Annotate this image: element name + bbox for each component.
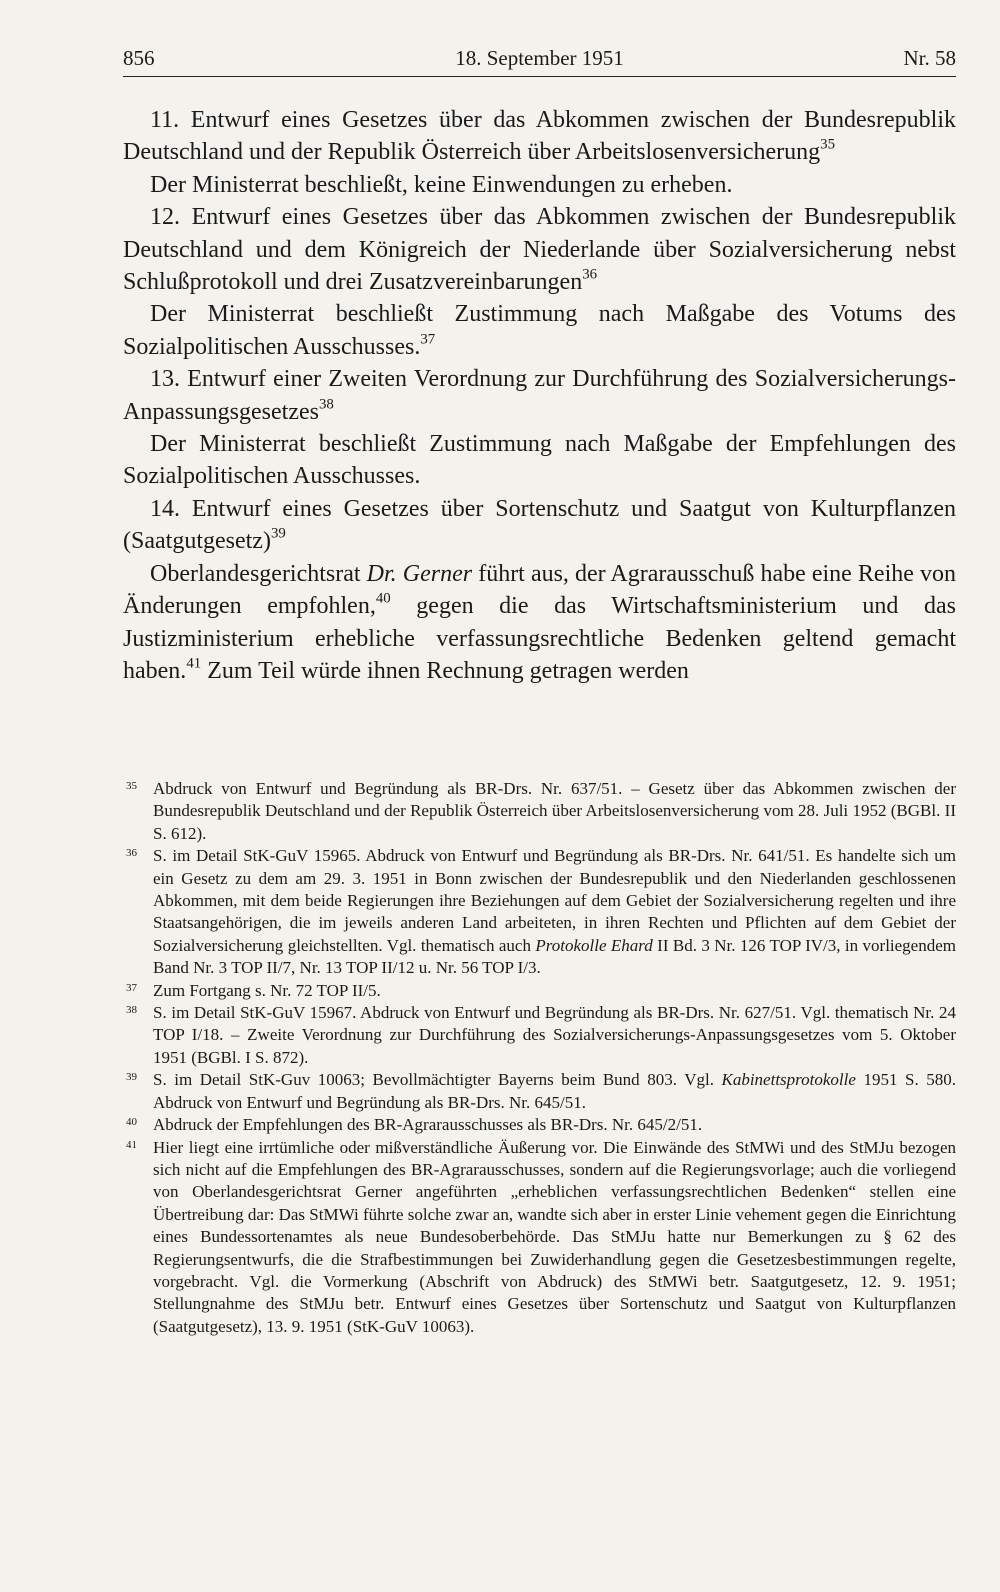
footnote-ref: 41 (186, 655, 202, 672)
speaker-name: Gerner (402, 560, 473, 587)
footnote-number: 38 (126, 1004, 137, 1017)
footnote-number: 41 (126, 1138, 137, 1151)
main-text (123, 104, 956, 687)
footnote-ref: 38 (318, 396, 334, 413)
agenda-item-14: 14. Entwurf eines Gesetzes über Sortenschutz und Saatgut von Kulturpflanzen (Saatgutgesetz)$^{39}$ (123, 495, 956, 555)
footnote (123, 845, 956, 979)
agenda-item-13: 13. Entwurf einer Zweiten Verordnung zur Durchführung des Sozialversicherungs-Anpassungsgesetzes$^{38}$ (123, 366, 956, 425)
footnote-text: 1951 S. 580. Abdruck von Entwurf und Begründung als BR-Drs. Nr. 645/51. (153, 1070, 956, 1112)
footnote-ref: 39 (270, 525, 286, 542)
running-header (123, 46, 956, 74)
footnote (123, 1069, 956, 1114)
issue-number: Nr. 58 (903, 46, 956, 70)
footnote-text: S. im Detail StK-GuV 15965. Abdruck von Entwurf und Begründung als BR-Drs. Nr. 641/51. Es handelte sich um ein Gesetz zu dem am 29. 3. 1951 in Bonn zwischen der Bundesrepublik und den Niederlanden geschlossenen Abkommen, mit dem beide Regierungen ihre Beziehungen auf dem Gebiet der Sozialversicherung regelten und ihre Staatsangehörigen, die im jeweils anderen Land arbeiteten, in ihren Rechten und Pflichten auf dem Gebiet der Sozialversicherung gleichstellten. Vgl. thematisch auch (153, 846, 956, 955)
footnote-ref: 35 (820, 137, 836, 153)
footnote (123, 1114, 956, 1136)
agenda-item-11: 11. Entwurf eines Gesetzes über das Abkommen zwischen der Bundesrepublik Deutschland und der Republik Österreich über Arbeitslosenversicherung$^{35}$ (123, 107, 956, 166)
decision-13: Der Ministerrat beschließt Zustimmung nach Maßgabe der Empfehlungen des Sozialpolitischen Ausschusses. (123, 431, 956, 490)
footnote-text: Zum Fortgang s. Nr. 72 TOP II/5. (153, 980, 381, 1000)
footnote-text: Abdruck der Empfehlungen des BR-Agrarausschusses als BR-Drs. Nr. 645/2/51. (153, 1115, 703, 1135)
decision-11: Der Ministerrat beschließt, keine Einwendungen zu erheben. (150, 171, 733, 198)
footnote-number: 37 (126, 981, 137, 994)
footnote-number: 39 (126, 1071, 137, 1084)
footnote-text: Abdruck von Entwurf und Begründung als BR-Drs. Nr. 637/51. – Gesetz über das Abkommen zwischen der Bundesrepublik Deutschland und der Republik Österreich über Arbeitslosenversicherung vom 28. Juli 1952 (BGBl. II S. 612). (153, 779, 956, 843)
page-number: 856 (123, 46, 155, 70)
decision-12: Der Ministerrat beschließt Zustimmung nach Maßgabe des Votums des Sozialpolitischen Ausschusses.$^{37}$ (123, 301, 956, 360)
footnote (123, 1002, 956, 1069)
footnote (123, 778, 956, 845)
footnote-ref: 37 (420, 331, 436, 348)
agenda-item-12: 12. Entwurf eines Gesetzes über das Abkommen zwischen der Bundesrepublik Deutschland und dem Königreich der Niederlande über Sozialversicherung nebst Schlußprotokoll und drei Zusatzvereinbarungen$^{36}$ (123, 204, 956, 296)
footnote-number: 40 (126, 1116, 137, 1129)
footnote-ref: 40 (375, 590, 391, 607)
footnote-italic-text: Kabinettsprotokolle (721, 1070, 856, 1090)
footnote-number: 35 (126, 780, 137, 792)
discussion-14: Oberlandesgerichtsrat Dr. Gerner führt aus, der Agrarausschuß habe eine Reihe von Änderungen empfohlen,$^{40}$ gegen die das Wirtschaftsministerium und das Justizministerium erhebliche verfassungsrechtliche Bedenken geltend gemacht haben.$^{41}$ Zum Teil würde ihnen Rechnung getragen werden (123, 560, 956, 684)
footnote (123, 1137, 956, 1339)
footnote-text: Hier liegt eine irrtümliche oder mißverständliche Äußerung vor. Die Einwände des StMWi und des StMJu bezogen sich nicht auf die Empfehlungen des BR-Agrarausschusses, sondern auf die Regierungsvorlage; auch die vorliegend von Oberlandesgerichtsrat Gerner angeführten „erheblichen verfassungsrechtlichen Bedenken“ stellen eine Übertreibung dar: Das StMWi führte solche zwar an, wandte sich aber in erster Linie vehement gegen die Einrichtung eines Bundessortenamtes als neue Bundesoberbehörde. Das StMJu hatte nur Bemerkungen zu § 62 des Regierungsentwurfs, die die Strafbestimmungen bei Zuwiderhandlung gegen die Gesetzesbestimmungen regelte, vorgebracht. Vgl. die Vormerkung (Abschrift von Abdruck) des StMWi betr. Saatgutgesetz, 12. 9. 1951; Stellungnahme des StMJu betr. Entwurf eines Gesetzes über Sortenschutz und Saatgut von Kulturpflanzen (Saatgutgesetz), 13. 9. 1951 (StK-GuV 10063). (153, 1137, 956, 1336)
footnote-number: 36 (126, 847, 137, 860)
footnote (123, 980, 956, 1002)
speaker-title: Dr. (366, 560, 397, 587)
footnotes-section (123, 778, 956, 1338)
footnote-text: II Bd. 3 Nr. 126 TOP IV/3, in vorliegendem Band Nr. 3 TOP II/7, Nr. 13 TOP II/12 u. Nr. 56 TOP I/3. (153, 935, 956, 978)
footnote-italic-text: Protokolle Ehard (535, 935, 653, 955)
header-date: 18. September 1951 (455, 46, 624, 70)
header-rule (123, 76, 956, 77)
footnote-ref: 36 (582, 266, 598, 283)
footnote-text: S. im Detail StK-GuV 15967. Abdruck von Entwurf und Begründung als BR-Drs. Nr. 627/51. Vgl. thematisch Nr. 24 TOP I/18. – Zweite Verordnung zur Durchführung des Sozialversicherungs-Anpassungsgesetzes vom 5. Oktober 1951 (BGBl. I S. 872). (153, 1003, 956, 1067)
footnote-text: S. im Detail StK-Guv 10063; Bevollmächtigter Bayerns beim Bund 803. Vgl. (153, 1070, 722, 1090)
